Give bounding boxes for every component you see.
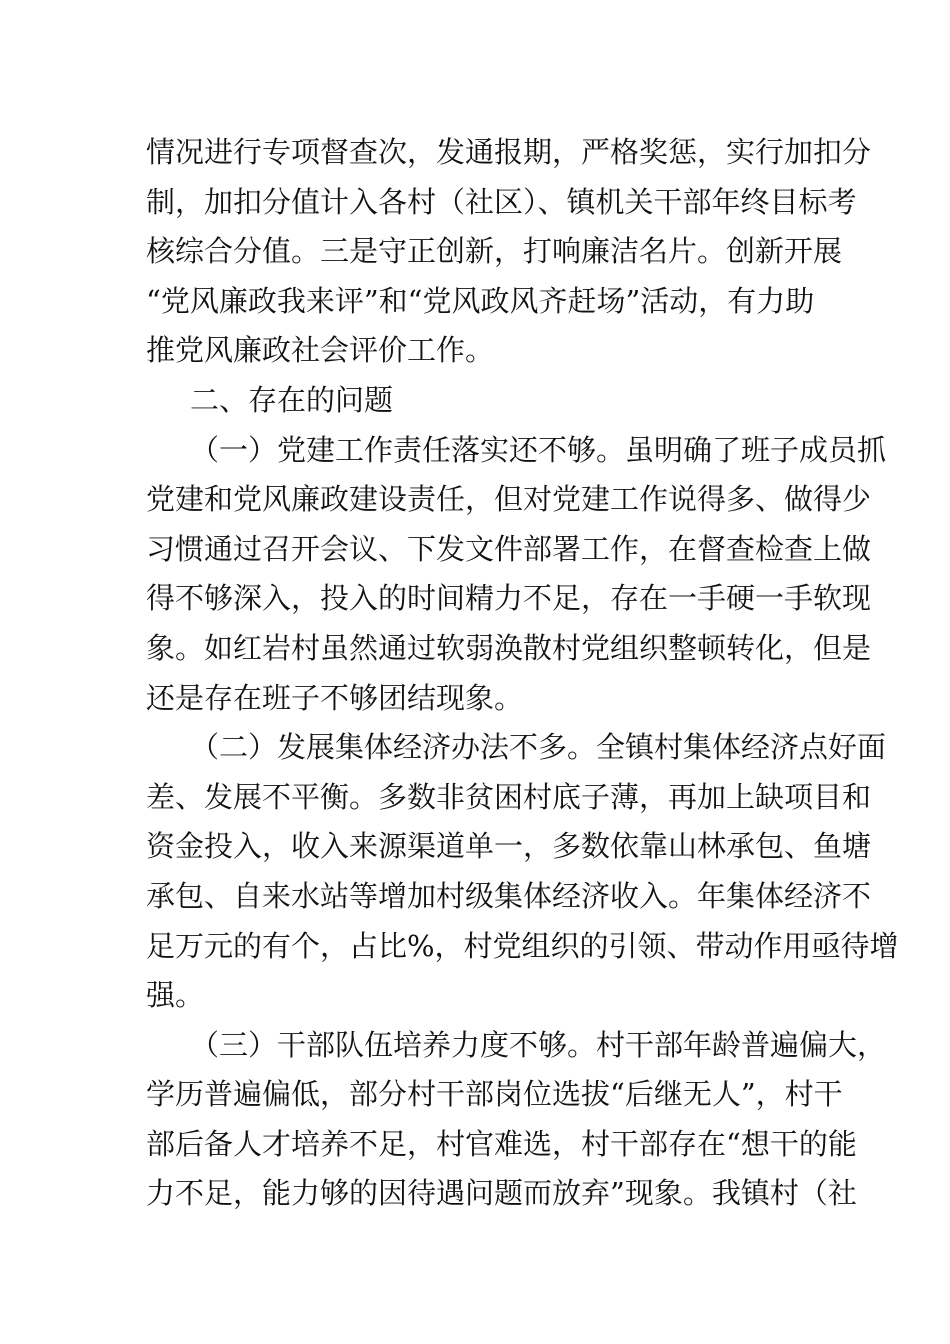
body-line: 承包、自来水站等增加村级集体经济收入。年集体经济不	[146, 878, 872, 913]
body-line: 力不足，能力够的因待遇问题而放弃”现象。我镇村（社	[146, 1176, 857, 1211]
body-line: 强。	[146, 978, 205, 1013]
body-line: （三）干部队伍培养力度不够。村干部年龄普遍偏大，	[190, 1027, 887, 1062]
body-line: 象。如红岩村虽然通过软弱涣散村党组织整顿转化，但是	[146, 630, 872, 665]
body-line: 推党风廉政社会评价工作。	[146, 333, 495, 368]
body-line: 资金投入，收入来源渠道单一，多数依靠山林承包、鱼塘	[146, 829, 872, 864]
section-heading: 二、存在的问题	[190, 382, 394, 417]
body-line: 足万元的有个，占比%，村党组织的引领、带动作用亟待增	[146, 928, 899, 963]
body-line: （二）发展集体经济办法不多。全镇村集体经济点好面	[190, 730, 887, 765]
document-body	[146, 128, 899, 1219]
body-line: “党风廉政我来评”和“党风政风齐赶场”活动，有力助	[146, 283, 815, 318]
body-line: 制，加扣分值计入各村（社区）、镇机关干部年终目标考	[146, 184, 857, 219]
body-line: 部后备人才培养不足，村官难选，村干部存在“想干的能	[146, 1126, 857, 1161]
body-line: 学历普遍偏低，部分村干部岗位选拔“后继无人”，村干	[146, 1077, 843, 1112]
body-line: （一）党建工作责任落实还不够。虽明确了班子成员抓	[190, 432, 887, 467]
body-line: 党建和党风廉政建设责任，但对党建工作说得多、做得少	[146, 482, 872, 517]
body-line: 核综合分值。三是守正创新，打响廉洁名片。创新开展	[146, 234, 843, 269]
body-line: 习惯通过召开会议、下发文件部署工作，在督查检查上做	[146, 531, 872, 566]
body-line: 还是存在班子不够团结现象。	[146, 680, 524, 715]
body-line: 得不够深入，投入的时间精力不足，存在一手硬一手软现	[146, 581, 872, 616]
body-line: 情况进行专项督查次，发通报期，严格奖惩，实行加扣分	[146, 135, 872, 169]
body-line: 差、发展不平衡。多数非贫困村底子薄，再加上缺项目和	[146, 779, 872, 814]
